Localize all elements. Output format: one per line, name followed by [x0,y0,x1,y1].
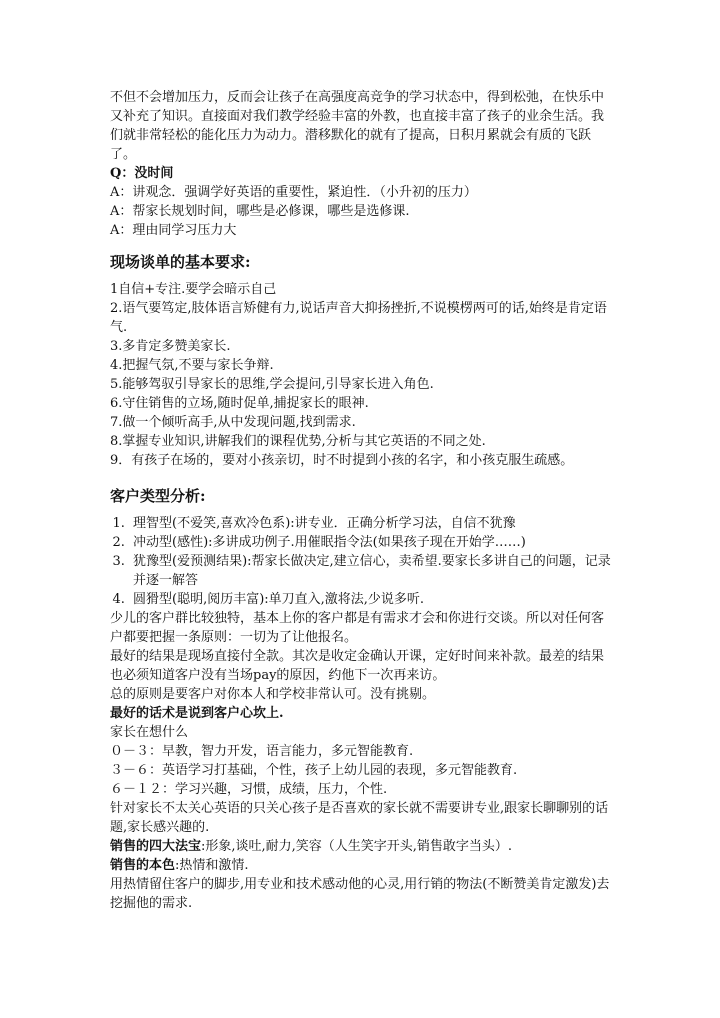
requirement-item: 4.把握气氛,不要与家长争辩. [110,358,274,373]
customer-type-list [110,514,615,609]
parents-think-label: 家长在想什么 [110,725,189,740]
requirement-item: 8.掌握专业知识,讲解我们的课程优势,分析与其它英语的不同之处. [110,434,486,449]
requirement-item: 9．有孩子在场的，要对小孩亲切，时不时提到小孩的名字，和小孩克服生疏感。 [110,453,574,468]
requirement-item: 1自信+专注.要学会暗示自己 [110,282,277,297]
age-group-line: ６－１２：学习兴趣，习惯，成绩，压力，个性. [110,782,388,797]
sales-nature-line [110,856,615,875]
age-group-line: ３－６：英语学习打基础，个性，孩子上幼儿园的表现，多元智能教育. [110,763,518,778]
requirement-item: 5.能够驾驭引导家长的思维,学会提问,引导家长进入角色. [110,377,434,392]
requirement-item: 2.语气要笃定,肢体语言矫健有力,说话声音大抑扬挫折,不说模楞两可的话,始终是肯定语气. [110,301,607,335]
sales-nature-label: 销售的本色 [110,858,176,873]
four-weapons-text: :形象,谈吐,耐力,笑容（人生笑字开头,销售敢字当头）. [201,839,513,854]
paragraph-customers: 少儿的客户群比较独特，基本上你的客户都是有需求才会和你进行交谈。所以对任何客户都要把握一条原则：一切为了让他报名。 [110,611,605,645]
paragraph-parents-interest: 针对家长不太关心英语的只关心孩子是否喜欢的家长就不需要讲专业,跟家长聊聊别的话题,家长感兴趣的. [110,801,609,835]
bold-statement: 最好的话术是说到客户心坎上. [110,706,284,721]
customer-type-item: 3. 犹豫型(爱预测结果):帮家长做决定,建立信心，卖希望.要家长多讲自己的问题，记录并逐一解答 [129,552,615,590]
answer-line-1: A：讲观念．强调学好英语的重要性，紧迫性．（小升初的压力） [110,185,477,200]
document-body [110,88,615,913]
age-group-line: ０－３：早教，智力开发，语言能力，多元智能教育. [110,744,414,759]
intro-paragraph: 不但不会增加压力，反而会让孩子在高强度高竞争的学习状态中，得到松弛，在快乐中又补充了知识。直接面对我们教学经验丰富的外教，也直接丰富了孩子的业余生活。我们就非常轻松的能化压力为动力。潜移默化的就有了提高，日积月累就会有质的飞跃了。 [110,90,605,162]
answer-line-3: A：理由同学习压力大 [110,223,237,238]
customer-type-item: 2. 冲动型(感性):多讲成功例子.用催眠指令法(如果孩子现在开始学……) [129,533,615,552]
requirement-item: 3.多肯定多赞美家长. [110,339,231,354]
paragraph-results: 最好的结果是现场直接付全款。其次是收定金确认开课，定好时间来补款。最差的结果也必须知道客户没有当场pay的原因，约他下一次再来访。 [110,649,605,683]
paragraph-principle: 总的原则是要客户对你本人和学校非常认可。没有挑剔。 [110,687,436,702]
section-heading-customer-types: 客户类型分析: [110,487,206,505]
answer-line-2: A：帮家长规划时间，哪些是必修课，哪些是选修课. [110,204,410,219]
sales-nature-text: :热情和激情. [175,858,249,873]
four-weapons-label: 销售的四大法宝 [110,839,202,854]
question-line: Q：没时间 [110,166,174,181]
section-heading-requirements: 现场谈单的基本要求: [110,253,251,271]
customer-type-item: 4. 圆猾型(聪明,阅历丰富):单刀直入,激将法,少说多听. [129,590,615,609]
requirement-item: 7.做一个倾听高手,从中发现问题,找到需求. [110,415,356,430]
paragraph-closing: 用热情留住客户的脚步,用专业和技术感动他的心灵,用行销的物法(不断赞美肯定激发)去挖掘他的需求. [110,877,610,911]
requirement-item: 6.守住销售的立场,随时促单,捕捉家长的眼神. [110,396,369,411]
customer-type-item: 1. 理智型(不爱笑,喜欢冷色系):讲专业．正确分析学习法，自信不犹豫 [129,514,615,533]
four-weapons-line [110,837,615,856]
